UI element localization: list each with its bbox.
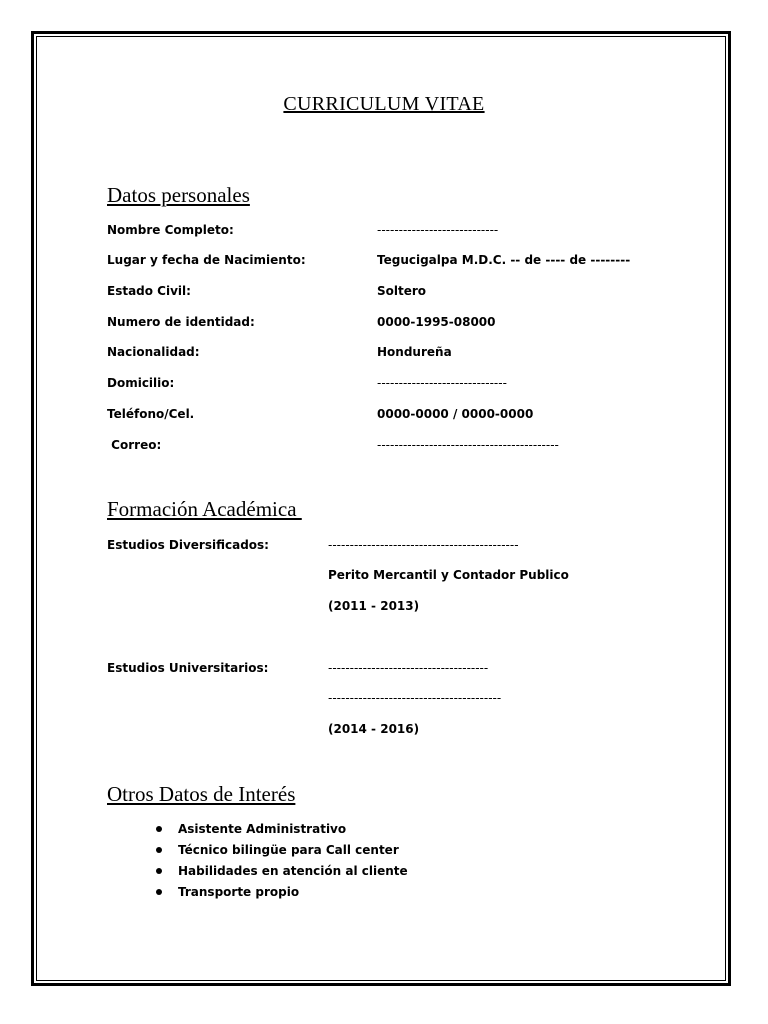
- field-label-phone: Teléfono/Cel.: [107, 407, 195, 421]
- list-item: [152, 841, 399, 862]
- field-label-birth: Lugar y fecha de Nacimiento:: [107, 253, 306, 267]
- field-value-birth: Tegucigalpa M.D.C. -- de ---- de --------: [377, 253, 631, 267]
- list-item-text: Asistente Administrativo: [178, 822, 347, 836]
- list-item: [152, 820, 347, 841]
- education-diversified-degree: Perito Mercantil y Contador Publico: [328, 568, 569, 582]
- list-item-text: Técnico bilingüe para Call center: [178, 843, 399, 857]
- field-label-nationality: Nacionalidad:: [107, 345, 200, 359]
- list-item: [152, 862, 408, 883]
- field-label-address: Domicilio:: [107, 376, 175, 390]
- field-value-civil-status: Soltero: [377, 284, 427, 298]
- section-heading-education: Formación Académica: [107, 497, 302, 521]
- bullet-icon: [156, 889, 162, 895]
- list-item-text: Habilidades en atención al cliente: [178, 864, 408, 878]
- field-value-id-number: 0000-1995-08000: [377, 315, 496, 329]
- education-diversified-line1: --------------------------------------------: [328, 538, 519, 552]
- field-value-nationality: Hondureña: [377, 345, 452, 359]
- document-title: CURRICULUM VITAE: [283, 93, 485, 115]
- bullet-icon: [156, 847, 162, 853]
- section-heading-other: Otros Datos de Interés: [107, 782, 296, 806]
- field-value-email: ------------------------------------------: [377, 438, 559, 452]
- education-university-years: (2014 - 2016): [328, 722, 420, 736]
- bullet-icon: [156, 868, 162, 874]
- field-value-phone: 0000-0000 / 0000-0000: [377, 407, 534, 421]
- list-item-text: Transporte propio: [178, 885, 300, 899]
- education-diversified-label: Estudios Diversificados:: [107, 538, 269, 552]
- list-item: [152, 883, 300, 904]
- section-heading-personal: Datos personales: [107, 183, 250, 207]
- other-interests-list: [152, 820, 408, 904]
- field-label-civil-status: Estado Civil:: [107, 284, 191, 298]
- field-value-address: ------------------------------: [377, 376, 507, 390]
- bullet-icon: [156, 826, 162, 832]
- field-value-full-name: ----------------------------: [377, 223, 499, 237]
- field-label-id-number: Numero de identidad:: [107, 315, 255, 329]
- education-diversified-years: (2011 - 2013): [328, 599, 420, 613]
- education-university-label: Estudios Universitarios:: [107, 661, 269, 675]
- field-label-email: Correo:: [107, 438, 162, 452]
- education-university-line1: -------------------------------------: [328, 661, 489, 675]
- field-label-full-name: Nombre Completo:: [107, 223, 234, 237]
- education-university-line2: ----------------------------------------: [328, 691, 502, 705]
